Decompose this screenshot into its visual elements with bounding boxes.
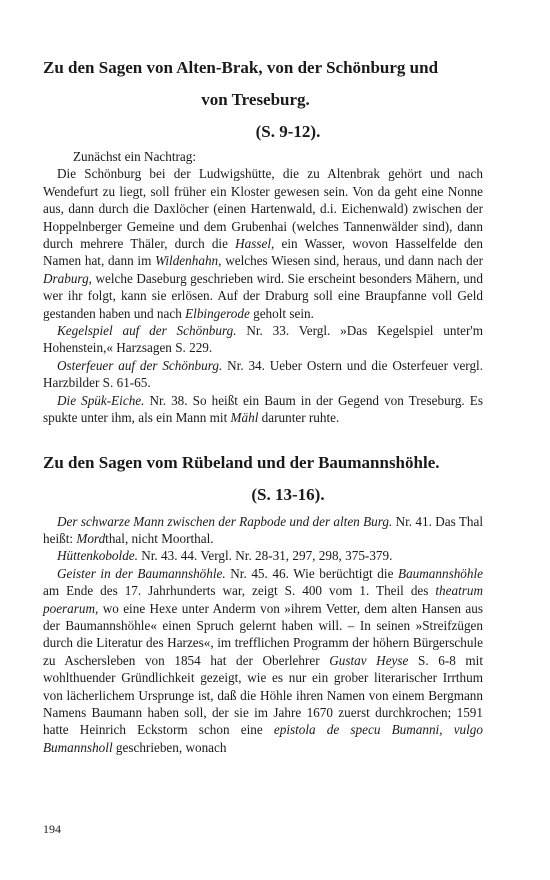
section-heading-continued: von Treseburg. bbox=[201, 90, 310, 109]
italic-text: Draburg, bbox=[43, 270, 92, 286]
text-run: darunter ruhte. bbox=[258, 410, 340, 426]
italic-text: Osterfeuer auf der Schönburg. bbox=[57, 357, 223, 373]
paragraph bbox=[43, 322, 483, 357]
section-page-range: (S. 9-12). bbox=[255, 122, 321, 141]
text-run: Nr. 45. 46. Wie berüchtigt die bbox=[225, 565, 399, 581]
text-run: thal, nicht Moorthal. bbox=[105, 530, 214, 546]
paragraph bbox=[43, 357, 483, 392]
paragraph bbox=[43, 513, 483, 548]
text-run: Zunächst ein Nachtrag: bbox=[73, 149, 197, 164]
italic-text: Der schwarze Mann zwischen der Rapbode und der alten Burg. bbox=[57, 513, 393, 529]
italic-text: Wildenhahn, bbox=[155, 253, 222, 269]
text-run: S. 6-8 mit wohlthuender Gründlichkeit gezeigt, wie es nur ein grober literarischer Irrthum von lächerlichem Ursprunge ist, daß die Höhle ihren Namen von einem Bergmann Namens Baumann haben soll, der sie im Jahre 1670 zuerst durchkrochen; 1591 hatte Heinrich Eckstorm schon eine bbox=[43, 652, 483, 738]
italic-text: Hassel, bbox=[235, 236, 275, 252]
section-altenbrak bbox=[43, 52, 484, 427]
text-run: Nr. 43. 44. Vergl. Nr. 28-31, 297, 298, 375-379. bbox=[137, 548, 393, 564]
italic-text: theatrum poerarum, bbox=[43, 583, 483, 616]
paragraph bbox=[43, 565, 483, 756]
text-run: Nr. 38. So heißt ein Baum in der Gegend von Treseburg. Es spukte unter ihm, als ein Mann mit bbox=[43, 392, 483, 426]
text-run: am Ende des 17. Jahrhunderts war, zeigt S. 400 vom 1. Theil des bbox=[43, 583, 436, 599]
italic-text: Mord bbox=[76, 530, 106, 546]
italic-text: Die Spük-Eiche. bbox=[57, 392, 145, 408]
italic-text: Baumannshöhle bbox=[398, 565, 483, 581]
section-body bbox=[43, 513, 483, 757]
text-run: geschrieben, wonach bbox=[112, 739, 227, 755]
text-run: Nr. 33. Vergl. »Das Kegelspiel unter'm Hohenstein,« Harzsagen S. 229. bbox=[43, 323, 484, 356]
text-run: Nr. 41. Das Thal heißt: bbox=[43, 513, 483, 546]
text-run: welches Wiesen sind, heraus, und dann nach der bbox=[221, 253, 483, 269]
italic-text: Gustav Heyse bbox=[329, 652, 409, 668]
italic-text: Geister in der Baumannshöhle. bbox=[57, 565, 226, 581]
paragraph bbox=[43, 148, 483, 165]
text-run: wo eine Hexe unter Anderm von »ihrem Vetter, dem alten Hansen aus der Baumannshöhle« einen Spruch gelernt haben will. – In seinen »Streifzügen durch die Literatur des Harzes«, im trefflichen Programm der höhern Bürgerschule zu Aschersleben von 1854 hat der Oberlehrer bbox=[43, 600, 483, 668]
italic-text: Elbingerode bbox=[185, 305, 250, 321]
text-run: ein Wasser, wovon Hasselfelde den Namen hat, dann im bbox=[43, 236, 483, 269]
section-ruebeland bbox=[43, 447, 483, 757]
section-heading: Zu den Sagen von Alten-Brak, von der Schönburg und bbox=[43, 58, 439, 77]
italic-text: Mähl bbox=[230, 410, 259, 426]
text-run: Die Schönburg bei der Ludwigshütte, die zu Altenbrak gehört und nach Wendefurt zu liegt, soll früher ein Kloster gewesen sein. Von da geht eine Nonne aus, dann durch die Daxlöcher (einen Hartenwald, d.i. Eichenwald) zwischen der Hoppelnberger Gemeine und dem Grubenhai (welches Tannenwälder sind), dann durch mehrere Thäler, durch die bbox=[43, 166, 483, 252]
paragraph bbox=[43, 547, 483, 564]
italic-text: Hüttenkobolde. bbox=[57, 548, 138, 564]
italic-text: Kegelspiel auf der Schönburg. bbox=[57, 323, 237, 339]
section-page-range: (S. 13-16). bbox=[251, 484, 325, 504]
paragraph bbox=[43, 165, 483, 322]
text-run: geholt sein. bbox=[249, 305, 314, 321]
text-run: welche Daseburg geschrieben wird. Sie erscheint besonders Mähern, und wer ihr folgt, kann sie erlösen. Auf der Draburg soll eine Braupfanne voll Geld gestanden haben und nach bbox=[43, 270, 483, 321]
section-body bbox=[43, 148, 483, 427]
text-run: Nr. 34. Ueber Ostern und die Osterfeuer vergl. Harzbilder S. 61-65. bbox=[43, 357, 484, 391]
paragraph bbox=[43, 392, 483, 427]
page-number: 194 bbox=[43, 822, 61, 836]
section-heading: Zu den Sagen vom Rübeland und der Baumannshöhle. bbox=[43, 452, 440, 472]
italic-text: epistola de specu Bumanni, vulgo Bumannsholl bbox=[43, 722, 483, 755]
